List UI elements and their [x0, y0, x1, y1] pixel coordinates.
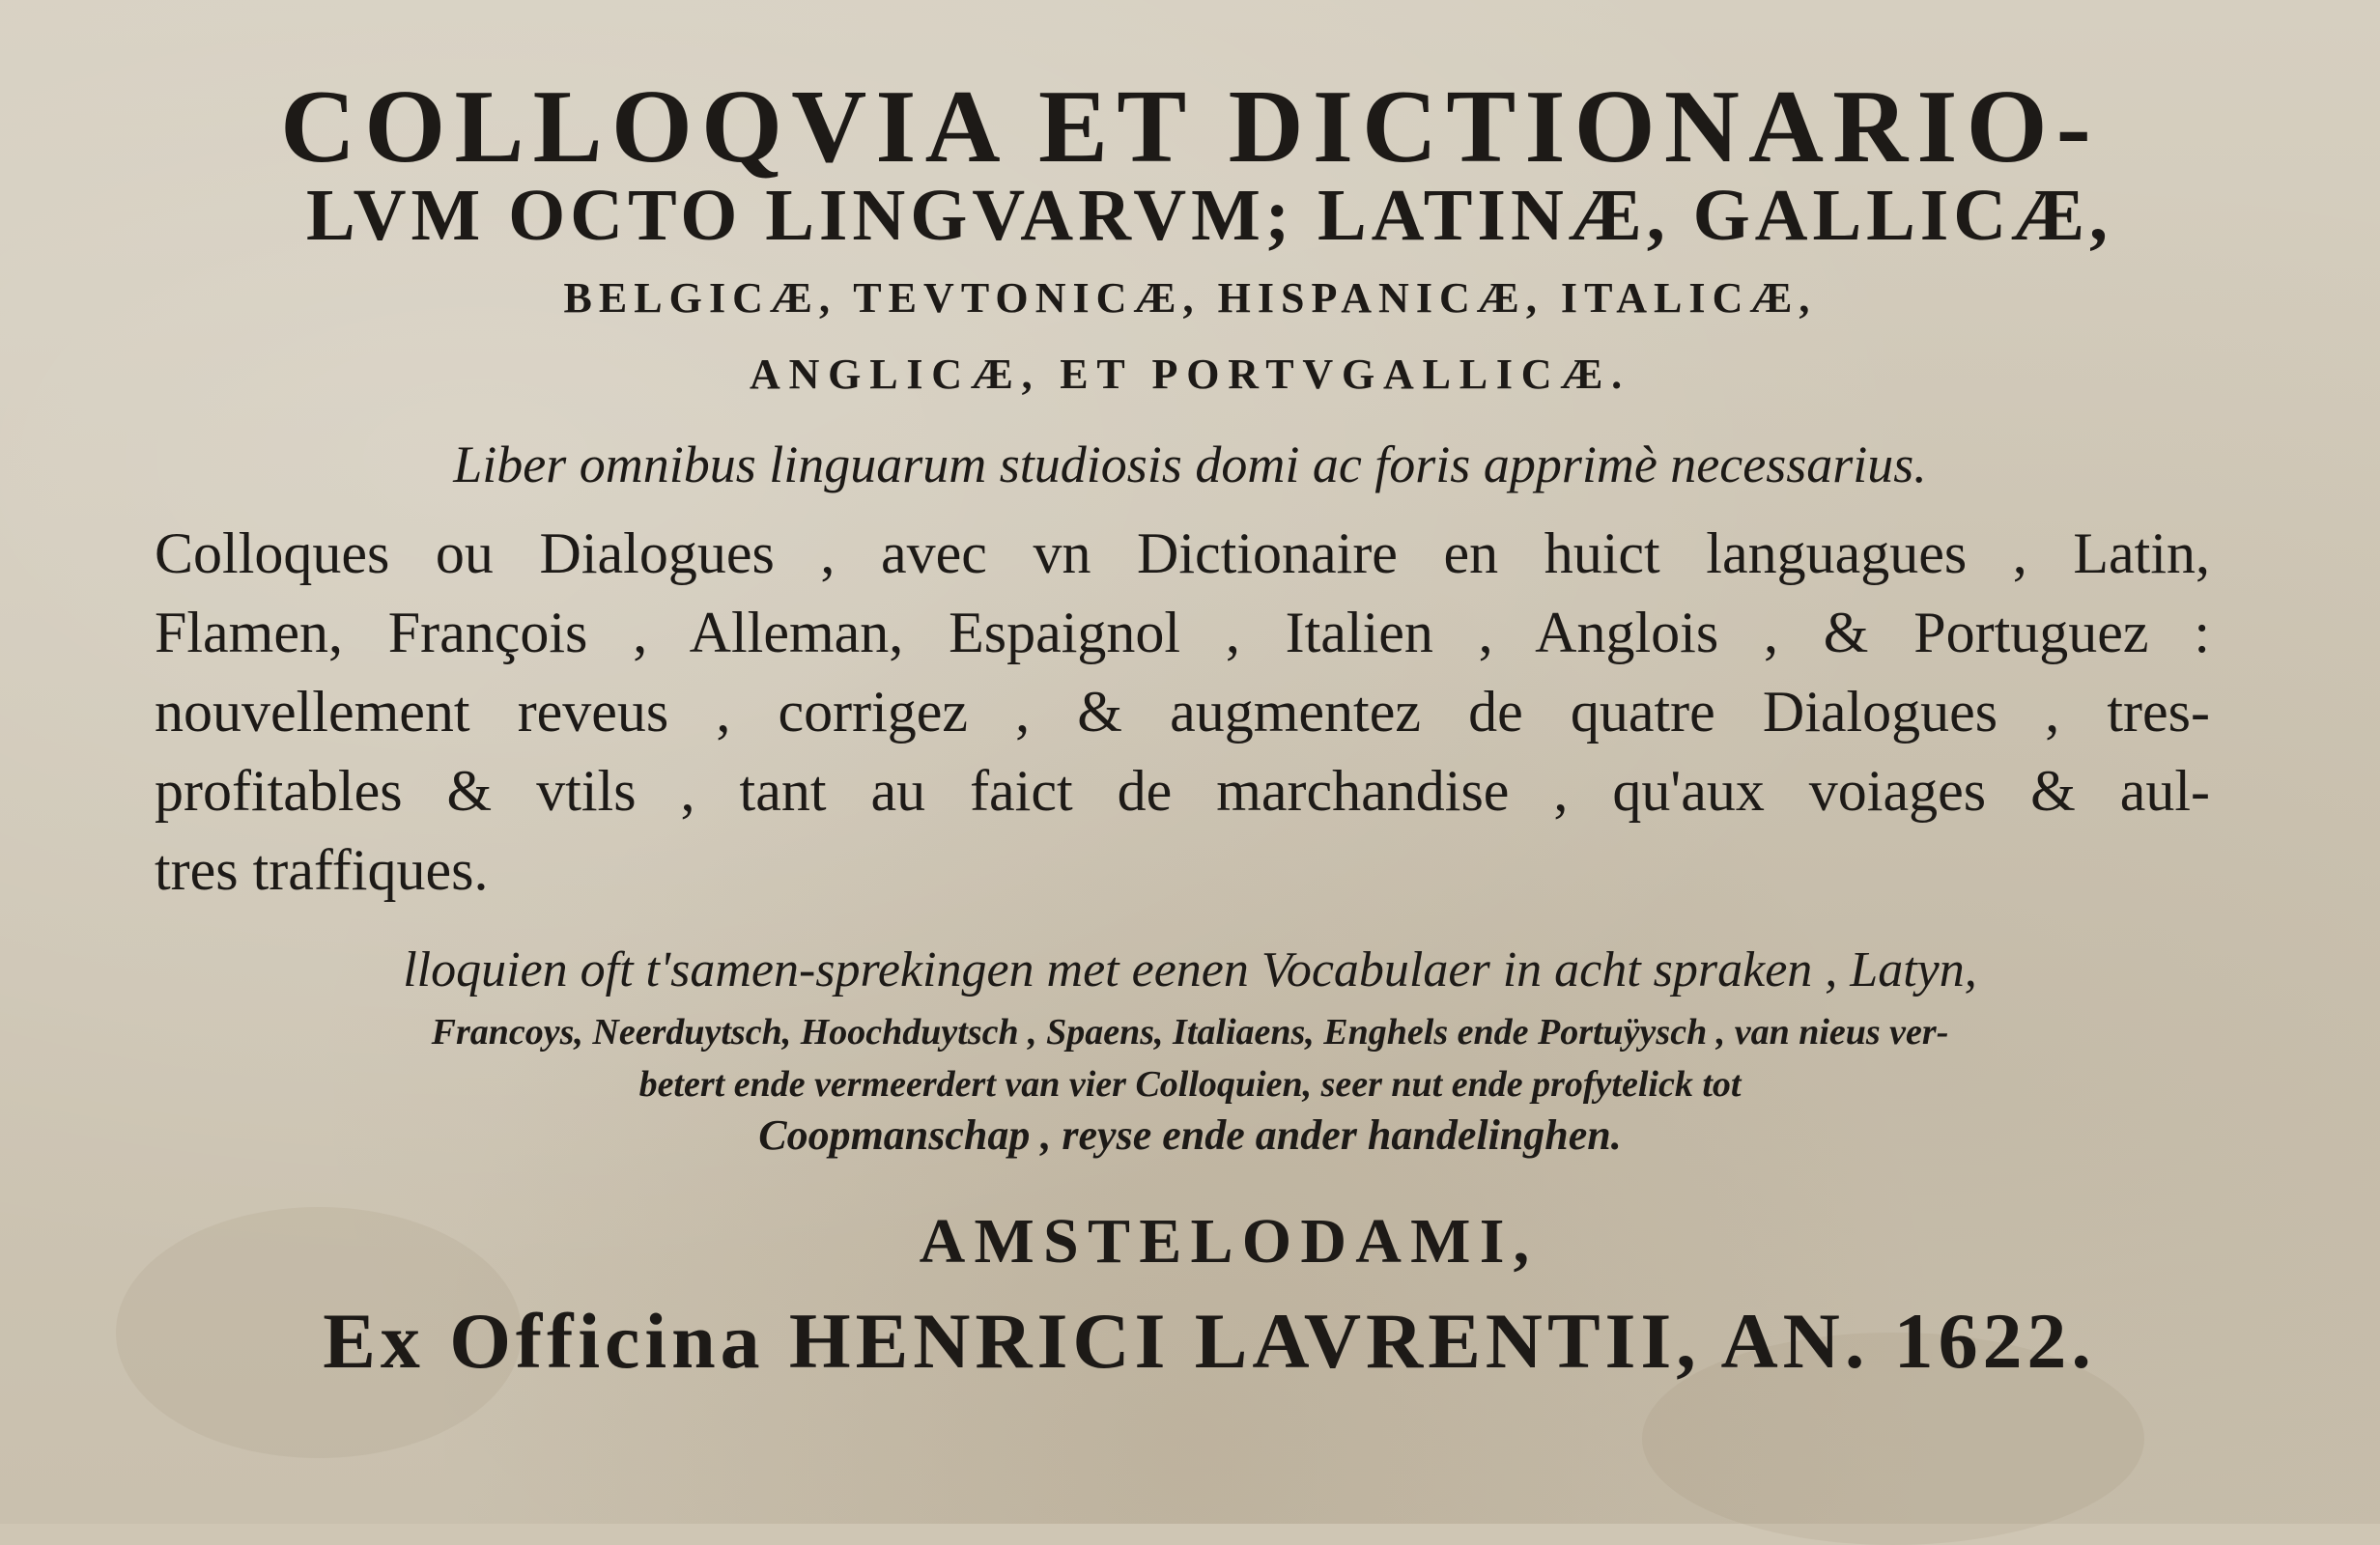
french-line: Colloques ou Dialogues , avec vn Dictionaire en huict languagues , Latin, — [155, 521, 2210, 585]
dutch-line: lloquien oft t'samen-sprekingen met eenen Vocabulaer in acht spraken , Latyn, — [403, 942, 1977, 997]
dutch-line: Francoys, Neerduytsch, Hoochduytsch , Spaens, Italiaens, Enghels ende Portuÿysch , van nieus ver- — [431, 1012, 1949, 1053]
title-line-2: LVM OCTO LINGVARVM; LATINÆ, GALLICÆ, — [306, 175, 2112, 256]
title-line-3: BELGICÆ, TEVTONICÆ, HISPANICÆ, ITALICÆ, — [563, 274, 1817, 322]
latin-subtitle: Liber omnibus linguarum studiosis domi ac foris apprimè necessarius. — [453, 435, 1927, 493]
french-paragraph — [155, 514, 2210, 910]
french-line: profitables & vtils , tant au faict de marchandise , qu'aux voiages & aul- — [155, 759, 2210, 823]
french-line: Flamen, François , Alleman, Espaignol , Italien , Anglois , & Portuguez : — [155, 601, 2210, 664]
imprint-city: AMSTELODAMI, — [919, 1206, 1539, 1277]
dutch-line: Coopmanschap , reyse ende ander handelinghen. — [758, 1111, 1622, 1159]
title-line-4: ANGLICÆ, ET PORTVGALLICÆ. — [750, 351, 1630, 398]
imprint-publisher: Ex Officina HENRICI LAVRENTII, AN. 1622. — [323, 1297, 2096, 1385]
french-line: tres traffiques. — [155, 838, 489, 902]
french-line: nouvellement reveus , corrigez , & augmentez de quatre Dialogues , tres- — [155, 680, 2210, 744]
dutch-line: betert ende vermeerdert van vier Colloquien, seer nut ende profytelick tot — [638, 1064, 1742, 1105]
title-line-1: COLLOQVIA ET DICTIONARIO- — [280, 70, 2100, 184]
